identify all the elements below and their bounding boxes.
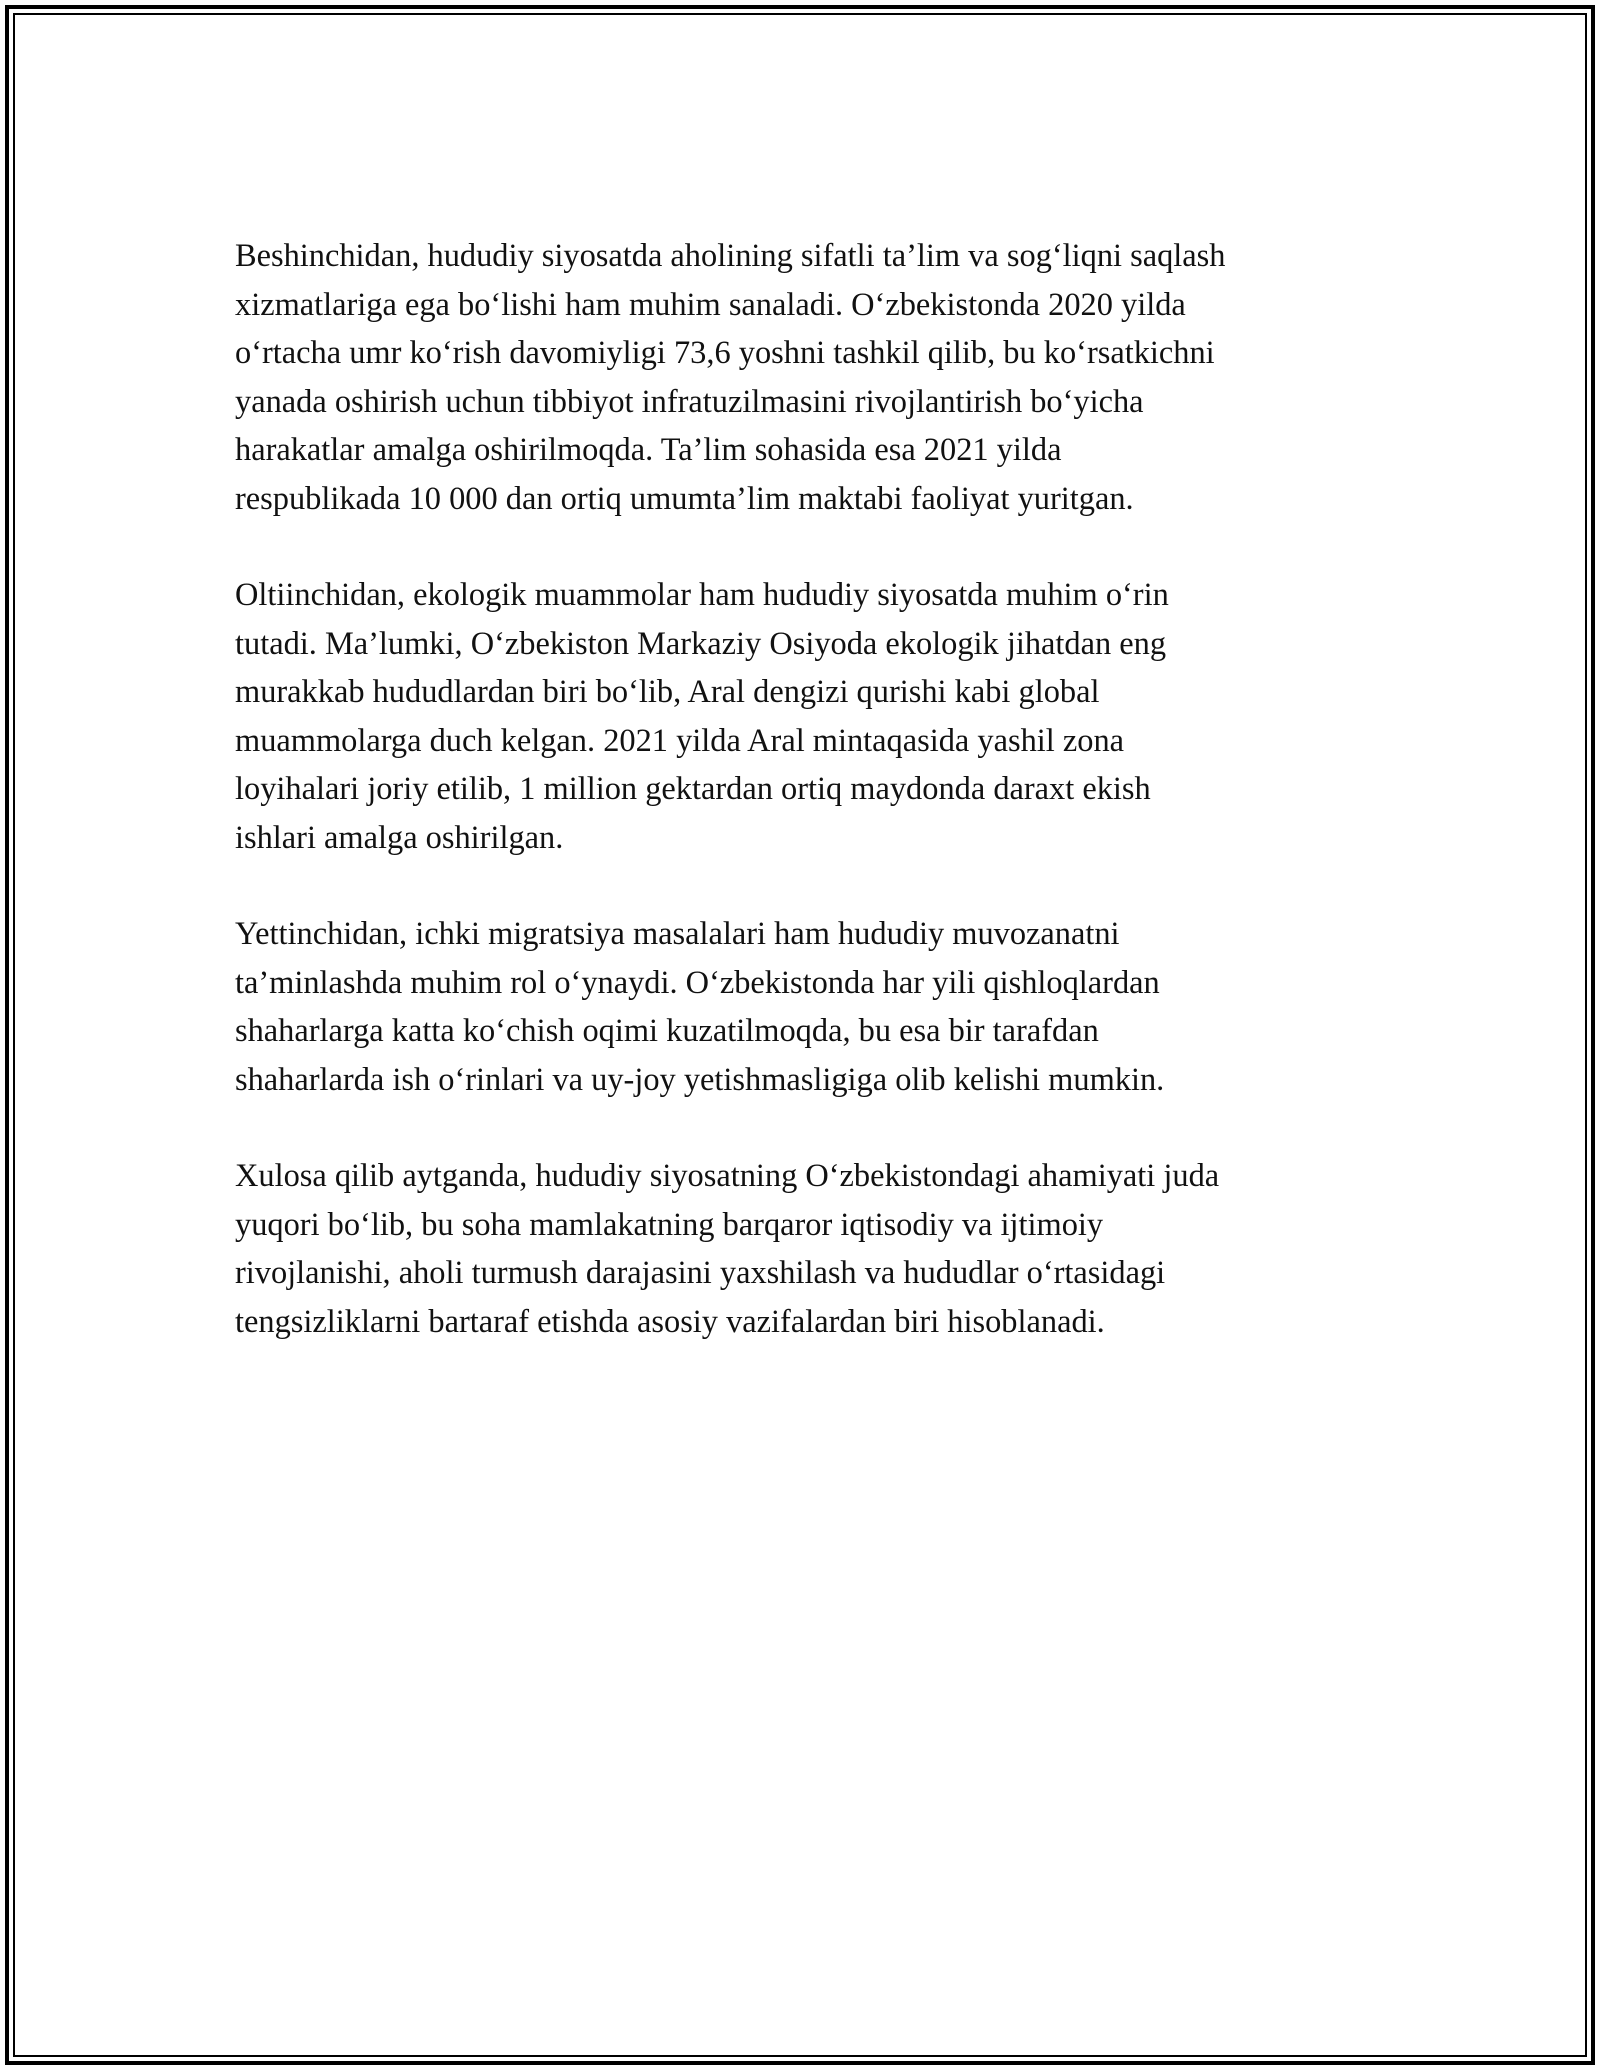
text-line: muammolarga duch kelgan. 2021 yilda Aral mintaqasida yashil zona <box>235 722 1125 759</box>
text-line: Oltiinchidan, ekologik muammolar ham hududiy siyosatda muhim o‘rin <box>235 577 1169 613</box>
paragraph-fifth-point <box>235 232 1365 523</box>
text-line: tutadi. Ma’lumki, O‘zbekiston Markaziy Osiyoda ekologik jihatdan eng <box>235 625 1167 662</box>
text-line: respublikada 10 000 dan ortiq umumta’lim maktabi faoliyat yuritgan. <box>235 480 1134 517</box>
text-line: Xulosa qilib aytganda, hududiy siyosatning O‘zbekistondagi ahamiyati juda <box>235 1158 1220 1194</box>
text-line: shaharlarga katta ko‘chish oqimi kuzatilmoqda, bu esa bir tarafdan <box>235 1013 1099 1049</box>
text-line: xizmatlariga ega bo‘lishi ham muhim sanaladi. O‘zbekistonda 2020 yilda <box>235 286 1186 323</box>
text-line: Yettinchidan, ichki migratsiya masalalari ham hududiy muvozanatni <box>235 916 1120 952</box>
paragraph-seventh-point <box>235 910 1365 1104</box>
text-line: rivojlanishi, aholi turmush darajasini yaxshilash va hududlar o‘rtasidagi <box>235 1255 1166 1291</box>
text-line: ishlari amalga oshirilgan. <box>235 819 564 856</box>
document-body <box>235 232 1365 1394</box>
text-line: o‘rtacha umr ko‘rish davomiyligi 73,6 yoshni tashkil qilib, bu ko‘rsatkichni <box>235 335 1215 371</box>
paragraph-conclusion <box>235 1152 1365 1346</box>
text-line: Beshinchidan, hududiy siyosatda aholining sifatli ta’lim va sog‘liqni saqlash <box>235 238 1226 274</box>
text-line: harakatlar amalga oshirilmoqda. Ta’lim sohasida esa 2021 yilda <box>235 432 1062 468</box>
text-line: tengsizliklarni bartaraf etishda asosiy vazifalardan biri hisoblanadi. <box>235 1303 1105 1340</box>
text-line: yuqori bo‘lib, bu soha mamlakatning barqaror iqtisodiy va ijtimoiy <box>235 1206 1104 1243</box>
text-line: shaharlarda ish o‘rinlari va uy-joy yetishmasligiga olib kelishi mumkin. <box>235 1061 1165 1098</box>
text-line: yanada oshirish uchun tibbiyot infratuzilmasini rivojlantirish bo‘yicha <box>235 383 1144 420</box>
text-line: ta’minlashda muhim rol o‘ynaydi. O‘zbekistonda har yili qishloqlardan <box>235 964 1160 1001</box>
text-line: loyihalari joriy etilib, 1 million gektardan ortiq maydonda daraxt ekish <box>235 771 1151 807</box>
text-line: murakkab hududlardan biri bo‘lib, Aral dengizi qurishi kabi global <box>235 674 1100 710</box>
paragraph-sixth-point <box>235 571 1365 862</box>
